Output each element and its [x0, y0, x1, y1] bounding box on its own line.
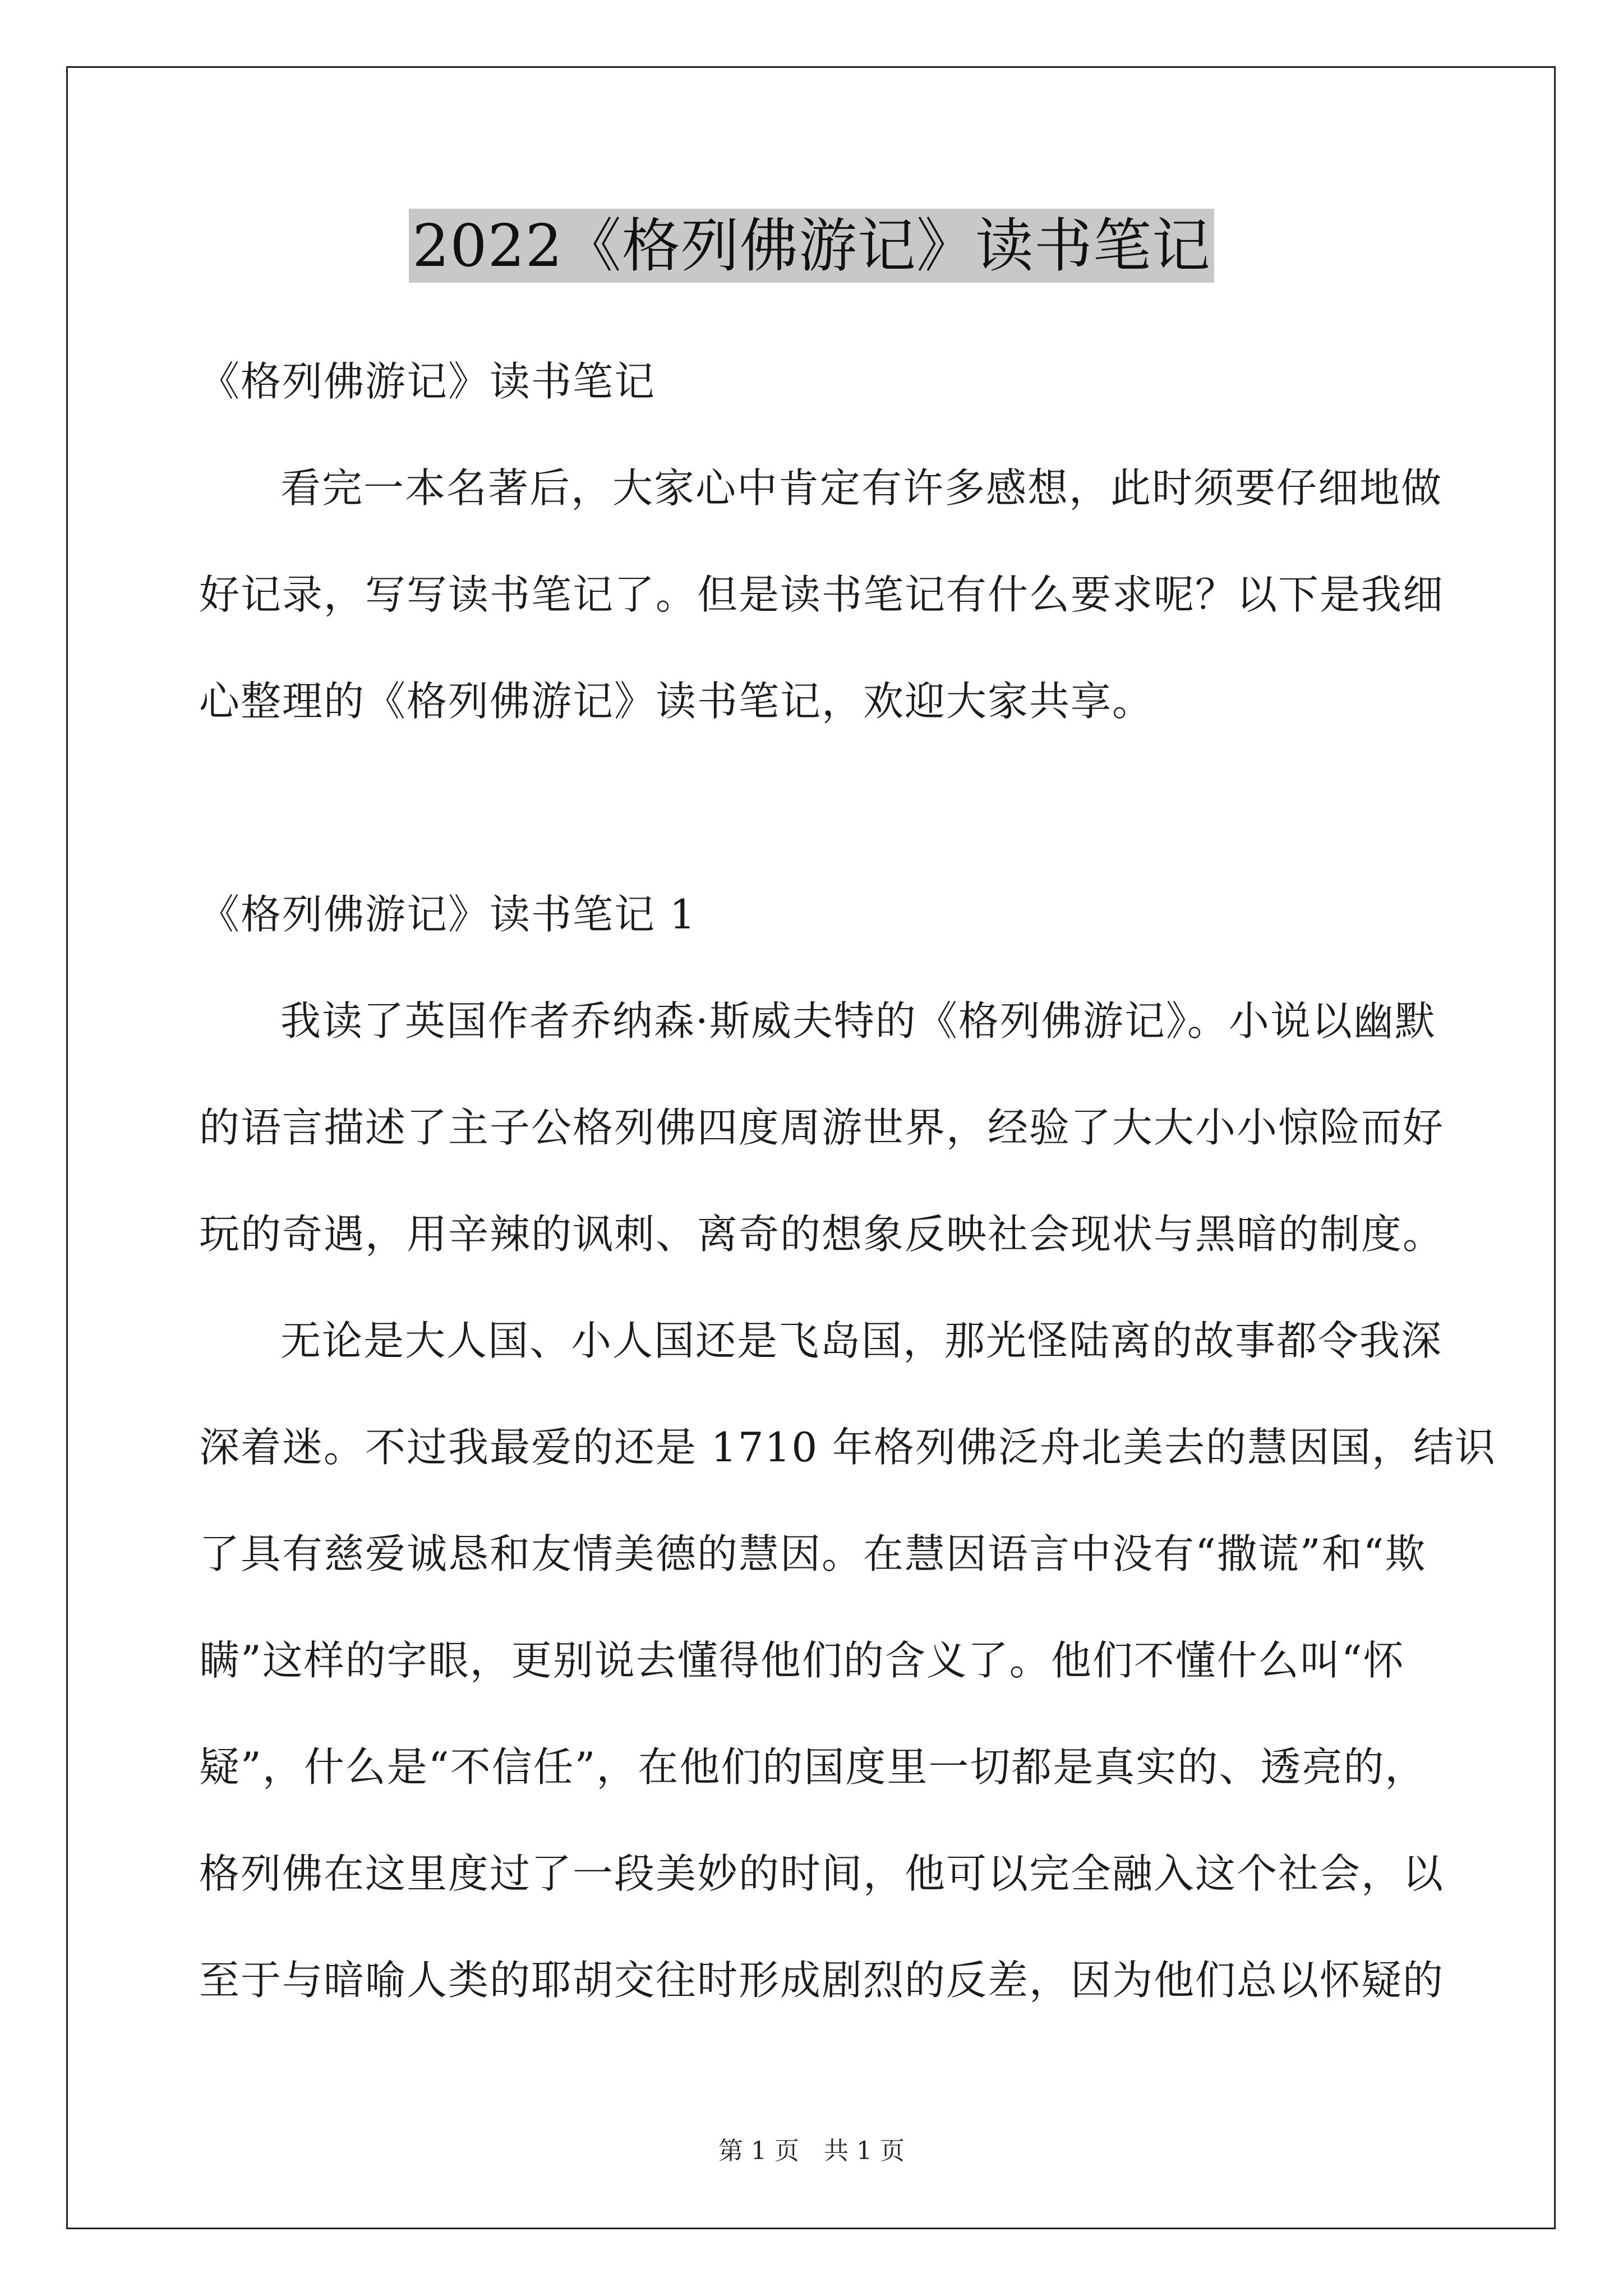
page-footer: 第 1 页 共 1 页 — [718, 2137, 905, 2165]
section-heading: 《格列佛游记》读书笔记 1 — [199, 891, 697, 938]
intro-line-3: 心整理的《格列佛游记》读书笔记，欢迎大家共享。 — [199, 678, 1154, 725]
subtitle: 《格列佛游记》读书笔记 — [199, 358, 656, 405]
title-container — [0, 209, 1623, 283]
paragraph2-line-7: 至于与暗喻人类的耶胡交往时形成剧烈的反差，因为他们总以怀疑的 — [199, 1957, 1445, 2004]
intro-line-2: 好记录，写写读书笔记了。但是读书笔记有什么要求呢？以下是我细 — [199, 571, 1445, 618]
paragraph2-line-3: 了具有慈爱诚恳和友情美德的慧因。在慧因语言中没有“撒谎”和“欺 — [199, 1530, 1427, 1577]
document-title: 2022《格列佛游记》读书笔记 — [409, 209, 1214, 283]
paragraph1-line-1: 我读了英国作者乔纳森·斯威夫特的《格列佛游记》。小说以幽默 — [280, 997, 1436, 1045]
intro-line-1: 看完一本名著后，大家心中肯定有许多感想，此时须要仔细地做 — [280, 464, 1443, 512]
paragraph2-line-5: 疑”，什么是“不信任”，在他们的国度里一切都是真实的、透亮的， — [199, 1743, 1427, 1791]
paragraph1-line-2: 的语言描述了主子公格列佛四度周游世界，经验了大大小小惊险而好 — [199, 1104, 1445, 1151]
paragraph1-line-3: 玩的奇遇，用辛辣的讽刺、离奇的想象反映社会现状与黑暗的制度。 — [199, 1211, 1445, 1258]
paragraph2-line-2: 深着迷。不过我最爱的还是 1710 年格列佛泛舟北美去的慧因国，结识 — [199, 1424, 1497, 1471]
paragraph2-line-6: 格列佛在这里度过了一段美妙的时间，他可以完全融入这个社会，以 — [199, 1850, 1445, 1897]
paragraph2-line-4: 瞒”这样的字眼，更别说去懂得他们的含义了。他们不懂什么叫“怀 — [199, 1637, 1405, 1684]
paragraph2-line-1: 无论是大人国、小人国还是飞岛国，那光怪陆离的故事都令我深 — [280, 1317, 1443, 1364]
